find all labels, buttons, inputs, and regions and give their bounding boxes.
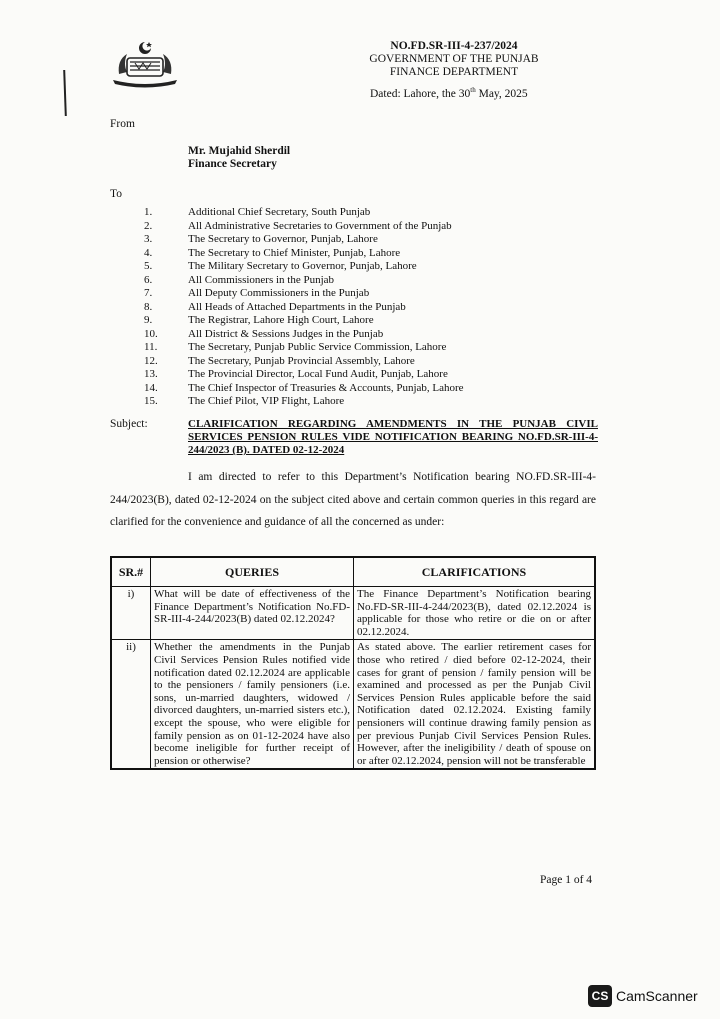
row-sr: i) <box>111 587 151 640</box>
header-queries: QUERIES <box>151 557 354 587</box>
list-item-text: The Registrar, Lahore High Court, Lahore <box>188 314 374 326</box>
list-item-number: 14. <box>144 381 158 394</box>
list-item-text: The Military Secretary to Governor, Punjab, Lahore <box>188 260 417 272</box>
pen-mark <box>63 70 67 116</box>
table-row <box>111 587 595 640</box>
table-row <box>111 640 595 769</box>
header-clarifications: CLARIFICATIONS <box>354 557 596 587</box>
camscanner-watermark <box>588 985 698 1007</box>
list-item <box>144 260 464 274</box>
list-item-number: 11. <box>144 341 158 353</box>
list-item <box>144 220 464 234</box>
from-label: From <box>110 118 135 130</box>
row-clarification: The Finance Department’s Notification bearing No.FD-SR-III-4-244/2023(B), dated 02.12.2024 is applicable for those who retire or die on or after 02.12.2024. <box>354 587 596 640</box>
row-sr: ii) <box>111 640 151 769</box>
page-number: Page 1 of 4 <box>540 874 593 886</box>
list-item-text: The Chief Inspector of Treasuries & Accounts, Punjab, Lahore <box>188 381 464 394</box>
body-paragraph <box>110 466 596 534</box>
row-query: What will be date of effectiveness of the Finance Department’s Notification No.FD-SR-III-4-244/2023(B) dated 02.12.2024? <box>151 587 354 640</box>
subject-label: Subject: <box>110 418 148 430</box>
list-item-number: 6. <box>144 273 153 286</box>
sender-name: Mr. Mujahid Sherdil <box>188 145 291 157</box>
row-clarification: As stated above. The earlier retirement cases for those who retired / died before 02-12-2024, their cases for grant of pension / family pension will be examined and processed as per the Punjab Civil Services Pension Rules applicable before the said Notification dated 02.12.2024. Existing family pensioners will continue drawing family pension as per previous Punjab Civil Services Pension Rules. However, after the ineligibility / death of spouse on or after 02.12.2024, pension will not be transferable <box>354 640 596 769</box>
list-item-text: The Secretary, Punjab Public Service Commission, Lahore <box>188 341 447 353</box>
subject-text: CLARIFICATION REGARDING AMENDMENTS IN THE PUNJAB CIVIL SERVICES PENSION RULES VIDE NOTIFICATION BEARING NO.FD.SR-III-4-244/2023 (B). DATED 02-12-2024 <box>188 418 598 456</box>
list-item <box>144 368 464 382</box>
list-item-number: 2. <box>144 219 153 232</box>
list-item <box>144 247 464 261</box>
sender-designation: Finance Secretary <box>188 158 277 170</box>
list-item-number: 3. <box>144 233 153 245</box>
list-item-number: 1. <box>144 206 153 218</box>
list-item <box>144 328 464 342</box>
row-query: Whether the amendments in the Punjab Civil Services Pension Rules notified vide notification dated 02.12.2024 are applicable to the pensioners / family pensioners (i.e. sons, un-married daughters, widowed / divorced daughters, un-married sisters etc.), except the spouse, who were eligible for family pension as on 01-12-2024 have also become ineligible for further receipt of pension or otherwise? <box>151 640 354 769</box>
list-item <box>144 233 464 247</box>
letterhead <box>318 40 590 79</box>
list-item-text: All Administrative Secretaries to Government of the Punjab <box>188 219 452 232</box>
list-item-text: Additional Chief Secretary, South Punjab <box>188 206 371 218</box>
list-item-number: 12. <box>144 354 158 367</box>
department-title: FINANCE DEPARTMENT <box>389 66 519 78</box>
header-sr: SR.# <box>111 557 151 587</box>
list-item-number: 7. <box>144 287 153 299</box>
list-item-text: The Provincial Director, Local Fund Audit, Punjab, Lahore <box>188 368 448 380</box>
list-item <box>144 341 464 355</box>
list-item-text: The Chief Pilot, VIP Flight, Lahore <box>188 395 345 407</box>
list-item <box>144 287 464 301</box>
list-item-text: The Secretary to Chief Minister, Punjab, Lahore <box>188 246 401 259</box>
list-item-number: 5. <box>144 260 153 272</box>
list-item-number: 10. <box>144 327 158 340</box>
list-item-number: 8. <box>144 300 153 313</box>
dated-line: Dated: Lahore, the 30th May, 2025 <box>370 86 528 100</box>
body-paragraph-text: I am directed to refer to this Department’s Notification bearing NO.FD.SR-III-4-244/2023(B), dated 02-12-2024 on the subject cited above and certain common queries in this regard are clarified for the convenience and guidance of all the concerned as under: <box>110 471 596 528</box>
reference-number: NO.FD.SR-III-4-237/2024 <box>390 40 518 52</box>
list-item-number: 9. <box>144 314 153 326</box>
list-item-number: 15. <box>144 395 158 407</box>
list-item-number: 4. <box>144 246 153 259</box>
list-item <box>144 355 464 369</box>
list-item <box>144 314 464 328</box>
camscanner-label: CamScanner <box>616 988 698 1004</box>
punjab-government-emblem <box>105 36 185 88</box>
list-item <box>144 206 464 220</box>
table-header-row <box>111 557 595 587</box>
list-item-text: The Secretary to Governor, Punjab, Lahore <box>188 233 378 245</box>
list-item-text: The Secretary, Punjab Provincial Assembly, Lahore <box>188 354 415 367</box>
list-item-number: 13. <box>144 368 158 380</box>
government-title: GOVERNMENT OF THE PUNJAB <box>369 53 539 65</box>
list-item <box>144 395 464 409</box>
list-item <box>144 274 464 288</box>
list-item-text: All Heads of Attached Departments in the Punjab <box>188 300 406 313</box>
list-item-text: All District & Sessions Judges in the Punjab <box>188 327 384 340</box>
sender-block <box>188 145 290 171</box>
recipient-list <box>144 206 464 409</box>
to-label: To <box>110 188 122 200</box>
queries-table <box>110 556 596 770</box>
list-item-text: All Deputy Commissioners in the Punjab <box>188 287 370 299</box>
list-item <box>144 301 464 315</box>
camscanner-logo-icon: CS <box>588 985 612 1007</box>
list-item <box>144 382 464 396</box>
list-item-text: All Commissioners in the Punjab <box>188 273 335 286</box>
